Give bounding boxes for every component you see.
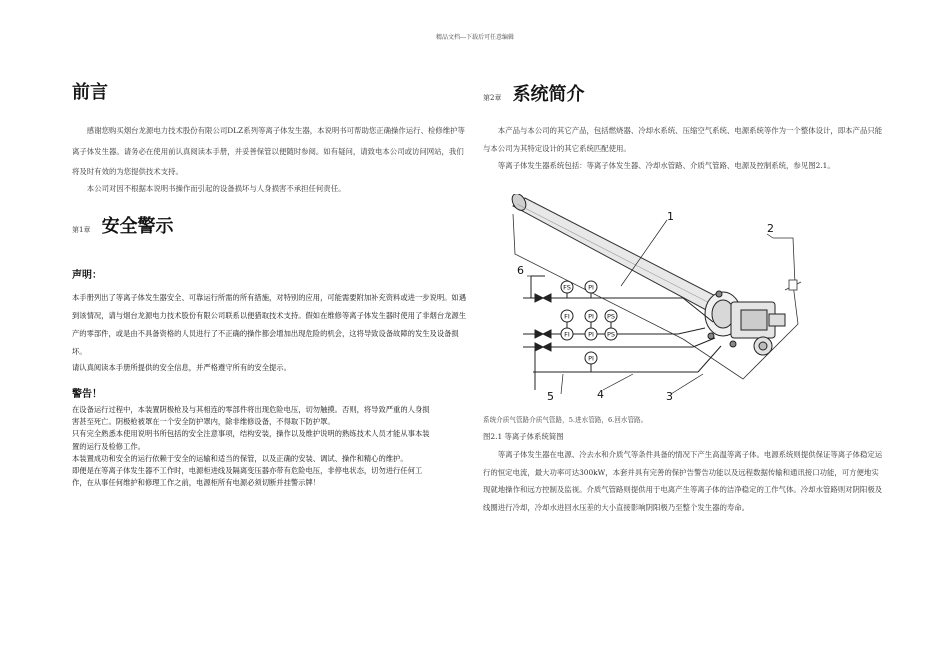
chapter-number: 第1章	[72, 226, 91, 234]
intro-body	[483, 122, 883, 175]
burner-assembly	[705, 291, 785, 355]
instrument-label: PI	[588, 330, 594, 339]
statement-title: 声明：	[72, 270, 102, 281]
diagram-label-6: 6	[517, 264, 524, 277]
instrument-label: PI	[588, 354, 594, 363]
intro-paragraph: 本产品与本公司的其它产品，包括燃烧器、冷却水系统、压缩空气系统、电源系统等作为一个整体设计，即本产品只能与本公司为其特定设计的其它系统匹配使用。	[483, 126, 883, 153]
diagram-label-2: 2	[767, 222, 774, 235]
instrument-label: PS	[606, 312, 616, 321]
instrument-label: FI	[564, 312, 570, 321]
diagram-label-4: 4	[597, 388, 604, 401]
chapter2-heading	[483, 80, 585, 106]
diagram-label-1: 1	[667, 210, 674, 223]
chapter-title: 安全警示	[101, 216, 174, 237]
instrument-label: PS	[606, 330, 616, 339]
warning-paragraph: 即便是在等离子体发生器不工作时，电源柜进线及隔离变压器亦带有危险电压，非停电状态，切勿进行任何工作，在从事任何维护和修理工作之前，电源柜所有电源必须切断并挂警示牌！	[72, 466, 423, 488]
preface-paragraph: 感谢您购买烟台龙源电力技术股份有限公司DLZ系列等离子体发生器，本说明书可帮助您正确操作运行、检修维护等离子体发生器。请务必在使用前认真阅读本手册，并妥善保管以便随时参阅。如有疑问，请致电本公司或访问网站，我们将及时有效的为您提供技术支持。	[72, 126, 465, 176]
intro-paragraph: 等离子体发生器系统包括：等离子体发生器、冷却水管路、介质气管路、电源及控制系统，参见图2.1。	[497, 161, 835, 170]
warning-paragraph: 只有完全熟悉本使用说明书所包括的安全注意事项，结构安装，操作以及维护说明的熟练技术人员才能从事本装置的运行及检修工作。	[72, 429, 430, 451]
system-body	[483, 446, 883, 516]
plasma-system-diagram	[483, 194, 813, 410]
preface-title: 前言	[72, 82, 108, 103]
warning-paragraph: 本装置成功和安全的运行依赖于安全的运输和适当的保管，以及正确的安装、调试、操作和精心的维护。	[72, 453, 408, 463]
plasma-generator-tube	[509, 194, 735, 318]
instrument-label: PI	[588, 283, 594, 292]
warning-body	[72, 404, 430, 489]
instrument-label: FS	[563, 283, 571, 292]
preface-body	[72, 121, 467, 195]
figure-legend: 系统介质气管路介质气管路，5.进水管路，6.回水管路。	[483, 416, 648, 424]
instrument-label: PI	[588, 312, 594, 321]
diagram-label-3: 3	[666, 390, 673, 403]
chapter-number: 第2章	[483, 94, 502, 102]
warning-title: 警告！	[72, 389, 102, 400]
chapter-title: 系统简介	[512, 84, 585, 105]
instrument-label: FI	[564, 330, 570, 339]
statement-paragraph: 请认真阅读本手册所提供的安全信息，并严格遵守所有的安全提示。	[72, 363, 291, 372]
figure-caption: 图2.1 等离子体系统简图	[483, 432, 564, 441]
preface-paragraph: 本公司对因不根据本说明书操作而引起的设备损坏与人身损害不承担任何责任。	[86, 183, 346, 193]
system-paragraph: 等离子体发生器在电源、冷去水和介质气等条件具备的情况下产生高温等离子体。电源系统则提供保证等离子体稳定运行的恒定电流，最大功率可达300kW，本套并具有完善的保护告警告功能以及远程数据传输和通讯接口功能，可方便地实现就地操作和远方控制及监视。介质气管路则提供用于电离产生等离子体的洁净稳定的工作气体。冷却水管路则对阴阳极及线圈进行冷却，冷却水进回水压差的大小直接影响阴阳极乃至整个发生器的寿命。	[483, 450, 883, 512]
warning-paragraph: 在设备运行过程中，本装置阴极枪及与其相连的零部件将出现危险电压，切勿触摸。否则，将导致严重的人身损害甚至死亡。阴极枪被罩在一个安全防护罩内，除非维修设备，不得取下防护罩。	[72, 405, 430, 427]
chapter1-heading	[72, 212, 174, 238]
diagram-label-5: 5	[547, 390, 554, 403]
statement-paragraph: 本手册列出了等离子体发生器安全、可靠运行所需的所有措施，对特别的应用，可能需要附加补充资料或进一步说明。如遇到该情况，请与烟台龙源电力技术股份有限公司联系以便猎取技术支持。假如在维修等离子体发生器时使用了非烟台龙源生产的零部件，或是由不具备资格的人员进行了不正确的操作都会增加出现危险的机会，这将导致设备故障的发生及设备损坏。	[72, 293, 467, 356]
statement-body	[72, 289, 467, 375]
page-watermark: 精品文档---下载后可任意编辑	[435, 34, 515, 41]
